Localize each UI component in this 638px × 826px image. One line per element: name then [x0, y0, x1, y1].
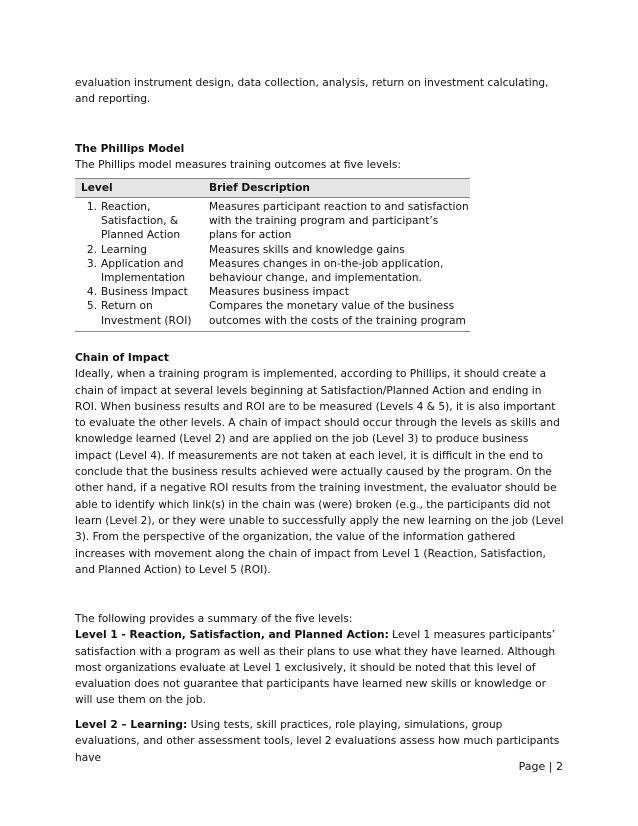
row-description: Compares the monetary value of the business outcomes with the costs of the training program — [203, 299, 470, 331]
level1-paragraph — [75, 627, 565, 708]
level1-text: Level 1 measures participants’ satisfaction with a program as well as their plans to use what they have learned. Although most organizations evaluate at Level 1 exclusively, it should be noted that this level of evaluation does not guarantee that participants have learned new skills or knowledge or will use them on the job. — [75, 629, 556, 707]
row-level: Return on Investment (ROI) — [101, 299, 203, 331]
row-description: Measures skills and knowledge gains — [209, 243, 405, 256]
page-number: Page | 2 — [518, 760, 563, 773]
phillips-section — [75, 141, 401, 174]
levels-table — [75, 178, 470, 332]
chain-heading: Chain of Impact — [75, 352, 169, 364]
row-description: Measures business impact — [209, 286, 349, 299]
phillips-text: The Phillips model measures training outcomes at five levels: — [75, 159, 401, 172]
table-row — [75, 299, 470, 331]
table-row — [75, 257, 470, 285]
intro-paragraph: evaluation instrument design, data collection, analysis, return on investment calculating, and reporting. — [75, 77, 549, 106]
table-header-row — [75, 179, 470, 198]
table-row — [75, 243, 470, 257]
row-number: 4. — [86, 286, 97, 299]
chain-of-impact-section — [75, 350, 565, 578]
summary-intro: The following provides a summary of the five levels: — [75, 613, 353, 625]
row-number: 2. — [86, 243, 97, 256]
row-level: Reaction, Satisfaction, & Planned Action — [101, 201, 181, 242]
col-level-header: Level — [75, 179, 203, 198]
row-number: 1. — [86, 201, 97, 213]
summary-section — [75, 611, 565, 709]
row-level: Business Impact — [101, 286, 188, 299]
table-row — [75, 198, 470, 243]
row-level: Application and Implementation — [101, 257, 186, 285]
chain-text: Ideally, when a training program is implemented, according to Phillips, it should create a chain of impact at several levels beginning at Satisfaction/Planned Action and ending in ROI. When business results and ROI are to be measured (Levels 4 & 5), it is also important to evaluate the other levels. A chain of impact should occur through the levels as skills and knowledge learned (Level 2) and are applied on the job (Level 3) to produce business impact (Level 4). If measurements are not taken at each level, it is difficult in the end to conclude that the business results achieved were actually caused by the program. On the other hand, if a negative ROI results from the training investment, the evaluator should be able to identify which link(s) in the chain was (were) broken (e.g., the participants did not learn (Level 2), or they were unable to successfully apply the new learning on the job (Level 3). From the perspective of the organization, the value of the information gathered increases with movement along the chain of impact from Level 1 (Reaction, Satisfaction, and Planned Action) to Level 5 (ROI). — [75, 368, 564, 576]
row-number: 5. — [75, 299, 101, 331]
row-number: 3. — [86, 257, 97, 270]
row-description: Measures participant reaction to and satisfaction with the training program and participant’s plans for action — [209, 201, 469, 242]
level1-label: Level 1 - Reaction, Satisfaction, and Planned Action: — [75, 629, 389, 642]
row-description: Measures changes in on-the-job application, behaviour change, and implementation. — [209, 257, 444, 285]
level2-text: Using tests, skill practices, role playing, simulations, group evaluations, and other assessment tools, level 2 evaluations assess how much participants have — [75, 719, 560, 764]
col-desc-header: Brief Description — [203, 179, 470, 198]
phillips-heading: The Phillips Model — [75, 143, 185, 155]
level2-section — [75, 717, 565, 766]
table-row — [75, 285, 470, 299]
level2-label: Level 2 – Learning: — [75, 719, 188, 731]
row-level: Learning — [101, 243, 147, 256]
level2-paragraph — [75, 717, 565, 766]
